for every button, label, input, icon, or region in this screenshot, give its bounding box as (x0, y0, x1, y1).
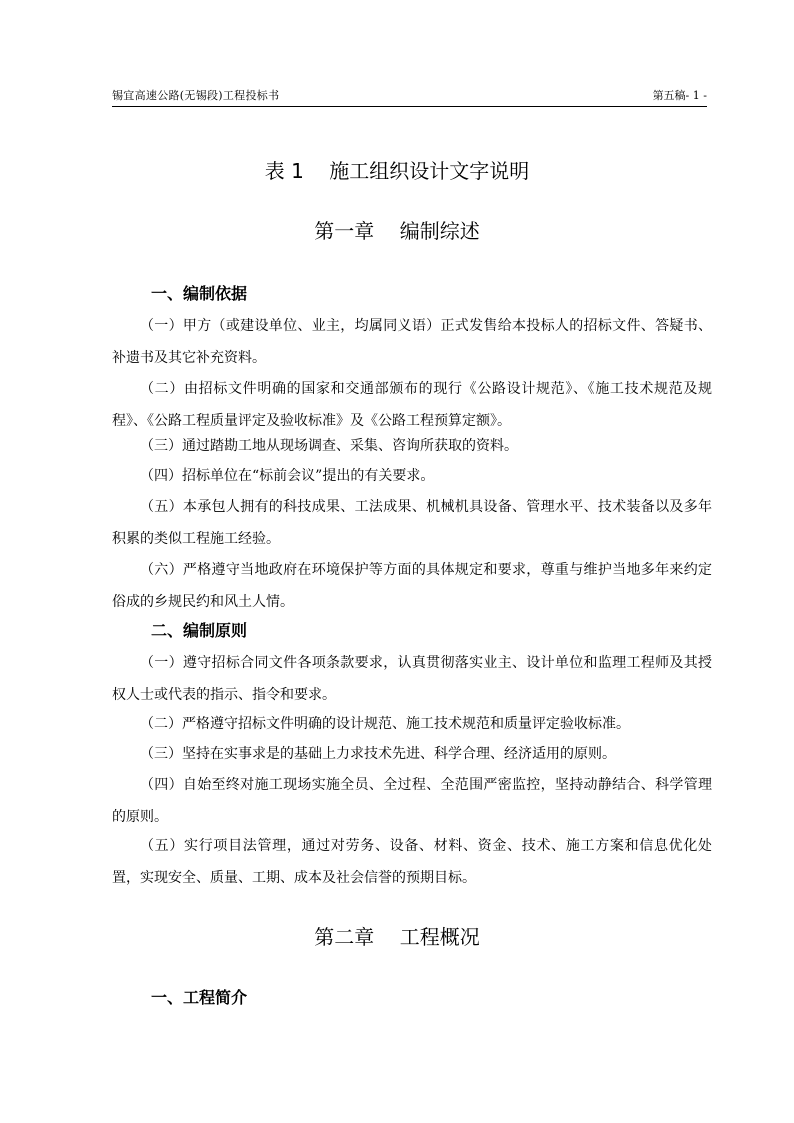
header-page-number: 第五稿- 1 - (652, 89, 707, 102)
paragraph: （三）通过踏勘工地从现场调查、采集、咨询所获取的资料。 (140, 438, 518, 454)
chapter-2-title: 第二章 工程概况 (314, 925, 480, 949)
section-heading-overview: 一、工程简介 (151, 988, 248, 1007)
paragraph: （三）坚持在实事求是的基础上力求技术先进、科学合理、经济适用的原则。 (140, 746, 616, 762)
chapter-1-title: 第一章 编制综述 (314, 219, 480, 243)
paragraph: （五）实行项目法管理，通过对劳务、设备、材料、资金、技术、施工方案和信息优化处置，实现安全、质量、工期、成本及社会信誉的预期目标。 (112, 838, 712, 886)
section-heading-basis: 一、编制依据 (151, 284, 248, 303)
section-heading-principles: 二、编制原则 (151, 621, 248, 640)
paragraph: （一）遵守招标合同文件各项条款要求，认真贯彻落实业主、设计单位和监理工程师及其授权人士或代表的指示、指令和要求。 (112, 655, 712, 703)
paragraph: （一）甲方（或建设单位、业主，均属同义语）正式发售给本投标人的招标文件、答疑书、补遗书及其它补充资料。 (112, 318, 712, 366)
header-project-title: 锡宜高速公路(无锡段)工程投标书 (112, 89, 280, 102)
paragraph: （五）本承包人拥有的科技成果、工法成果、机械机具设备、管理水平、技术装备以及多年积累的类似工程施工经验。 (112, 499, 712, 547)
paragraph: （四）自始至终对施工现场实施全员、全过程、全范围严密监控，坚持动静结合、科学管理的原则。 (112, 777, 712, 825)
paragraph: （六）严格遵守当地政府在环境保护等方面的具体规定和要求，尊重与维护当地多年来约定俗成的乡规民约和风土人情。 (112, 562, 712, 610)
paragraph: （二）由招标文件明确的国家和交通部颁布的现行《公路设计规范》、《施工技术规范及规程》、《公路工程质量评定及验收标准》及《公路工程预算定额》。 (112, 381, 712, 429)
paragraph: （四）招标单位在“标前会议”提出的有关要求。 (140, 468, 435, 484)
document-title: 表 1 施工组织设计文字说明 (264, 159, 530, 183)
paragraph: （二）严格遵守招标文件明确的设计规范、施工技术规范和质量评定验收标准。 (140, 716, 630, 732)
page-header (112, 86, 707, 107)
